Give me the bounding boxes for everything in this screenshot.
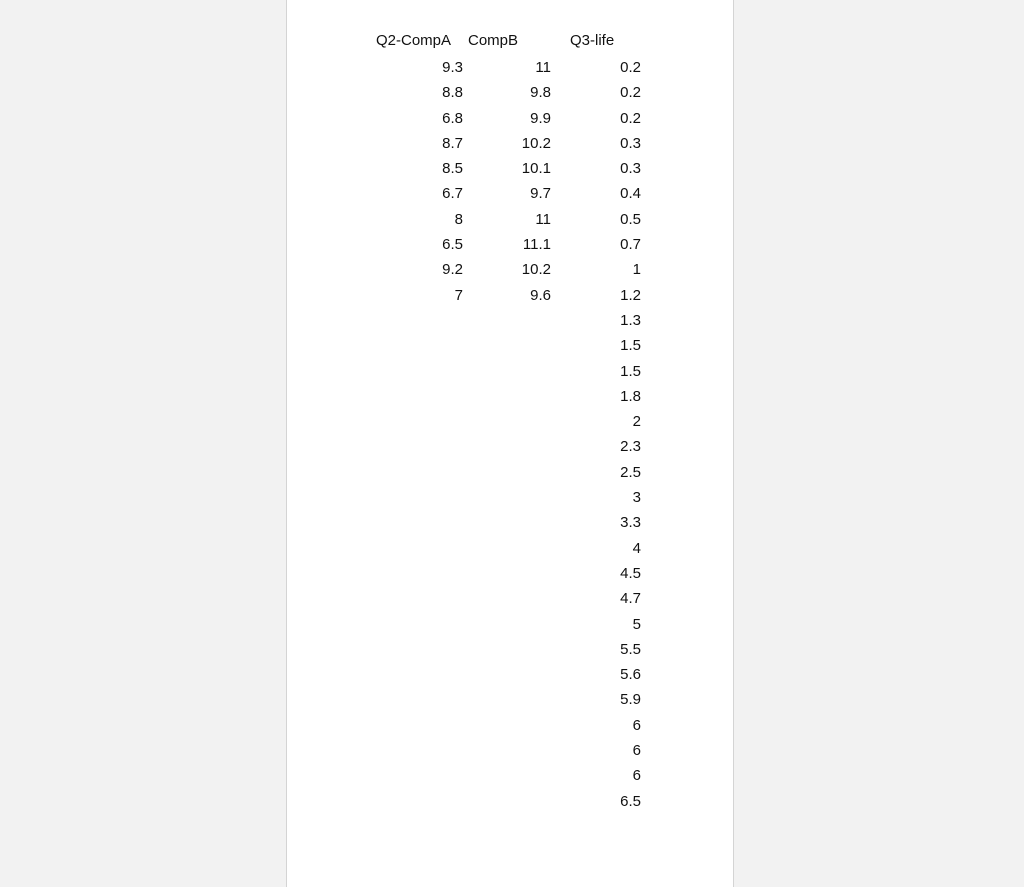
cell-life: 4.5 — [620, 564, 641, 582]
cell-comp-b: 9.7 — [530, 185, 551, 203]
cell-comp-b: 10.1 — [521, 160, 551, 178]
cell-life: 1.2 — [620, 286, 641, 304]
cell-life: 6 — [632, 767, 641, 785]
document-page — [286, 0, 734, 887]
cell-comp-a: 8 — [454, 210, 463, 228]
cell-life: 4.7 — [620, 590, 641, 608]
cell-comp-a: 8.5 — [442, 160, 463, 178]
cell-life: 2 — [632, 413, 641, 431]
cell-life: 0.5 — [620, 210, 641, 228]
cell-comp-b: 11 — [535, 210, 551, 228]
cell-life: 0.3 — [620, 134, 641, 152]
cell-life: 5.9 — [620, 691, 641, 709]
cell-comp-a: 6.7 — [442, 185, 463, 203]
cell-comp-a: 8.7 — [442, 134, 463, 152]
cell-life: 0.3 — [620, 160, 641, 178]
cell-life: 6 — [632, 742, 641, 760]
cell-comp-b: 11 — [535, 59, 551, 76]
cell-life: 0.7 — [620, 236, 641, 254]
cell-life: 0.2 — [620, 59, 641, 76]
cell-comp-b: 9.8 — [530, 84, 551, 102]
cell-life: 0.2 — [620, 109, 641, 127]
cell-life: 4 — [632, 539, 641, 557]
cell-life: 1.3 — [620, 311, 641, 329]
cell-life: 1.5 — [620, 362, 641, 380]
cell-life: 5.5 — [620, 640, 641, 658]
cell-comp-b: 10.2 — [521, 261, 551, 279]
cell-comp-a: 7 — [454, 286, 463, 304]
header-life: Q3-life — [570, 32, 615, 49]
cell-life: 0.2 — [620, 84, 641, 102]
header-comp-a: Q2-CompA — [376, 32, 452, 49]
cell-life: 1 — [632, 261, 641, 279]
cell-life: 3.3 — [620, 514, 641, 532]
cell-comp-a: 8.8 — [442, 84, 463, 102]
cell-comp-b: 9.6 — [530, 286, 551, 304]
cell-life: 3 — [632, 489, 641, 507]
cell-life: 0.4 — [620, 185, 641, 203]
column-comp-a — [408, 58, 463, 311]
cell-life: 5.6 — [620, 666, 641, 684]
cell-life: 1.8 — [620, 387, 641, 405]
cell-comp-b: 11.1 — [522, 236, 551, 254]
cell-comp-a: 6.5 — [442, 236, 463, 254]
cell-comp-b: 10.2 — [521, 134, 551, 152]
cell-comp-a: 9.2 — [442, 261, 463, 279]
cell-life: 2.3 — [620, 438, 641, 456]
header-comp-b: CompB — [468, 32, 519, 49]
column-life — [587, 58, 641, 817]
cell-life: 6 — [632, 716, 641, 734]
cell-life: 2.5 — [620, 463, 641, 481]
cell-comp-b: 9.9 — [530, 109, 551, 127]
cell-comp-a: 6.8 — [442, 109, 463, 127]
cell-life: 5 — [632, 615, 641, 633]
cell-life: 1.5 — [620, 337, 641, 355]
cell-life: 6.5 — [620, 792, 641, 810]
column-comp-b — [495, 58, 551, 311]
cell-comp-a: 9.3 — [442, 59, 463, 76]
